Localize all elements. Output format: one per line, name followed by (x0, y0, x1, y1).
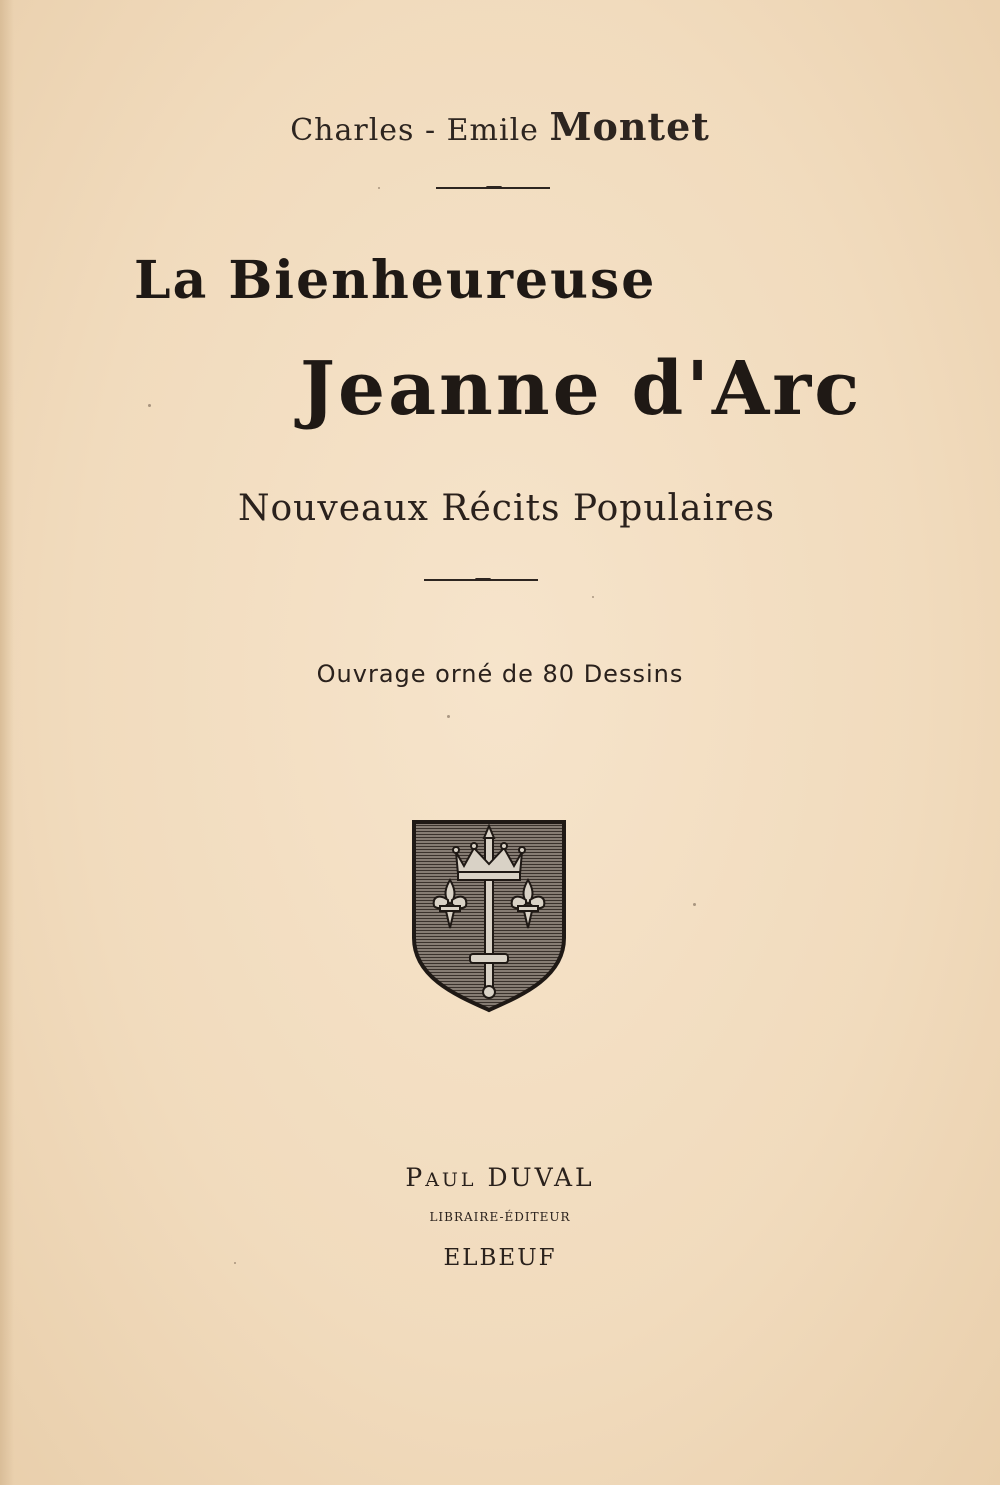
paper-speck (592, 596, 594, 598)
middle-divider-ornament (475, 578, 491, 581)
subtitle: Nouveaux Récits Populaires (238, 488, 776, 529)
paper-speck (693, 903, 696, 906)
publisher-city: ELBEUF (443, 1245, 557, 1271)
author-name (0, 104, 1000, 149)
publisher-first-initial: P (405, 1163, 426, 1192)
author-first-names: Charles - Emile (290, 113, 539, 148)
publisher-first-rest: AUL (425, 1169, 477, 1191)
author-last-name: Montet (549, 104, 710, 149)
illustrations-note: Ouvrage orné de 80 Dessins (316, 660, 684, 688)
paper-speck (148, 404, 151, 407)
publisher-role: LIBRAIRE-ÉDITEUR (429, 1210, 571, 1224)
title-line-2: Jeanne d'Arc (300, 346, 863, 432)
top-divider-ornament (486, 186, 502, 189)
publisher-name (0, 1163, 1000, 1192)
coat-of-arms-icon (410, 818, 568, 1014)
publisher-last-name: DUVAL (487, 1163, 595, 1192)
paper-speck (378, 187, 380, 189)
title-line-1: La Bienheureuse (134, 250, 657, 311)
paper-speck (447, 715, 450, 718)
